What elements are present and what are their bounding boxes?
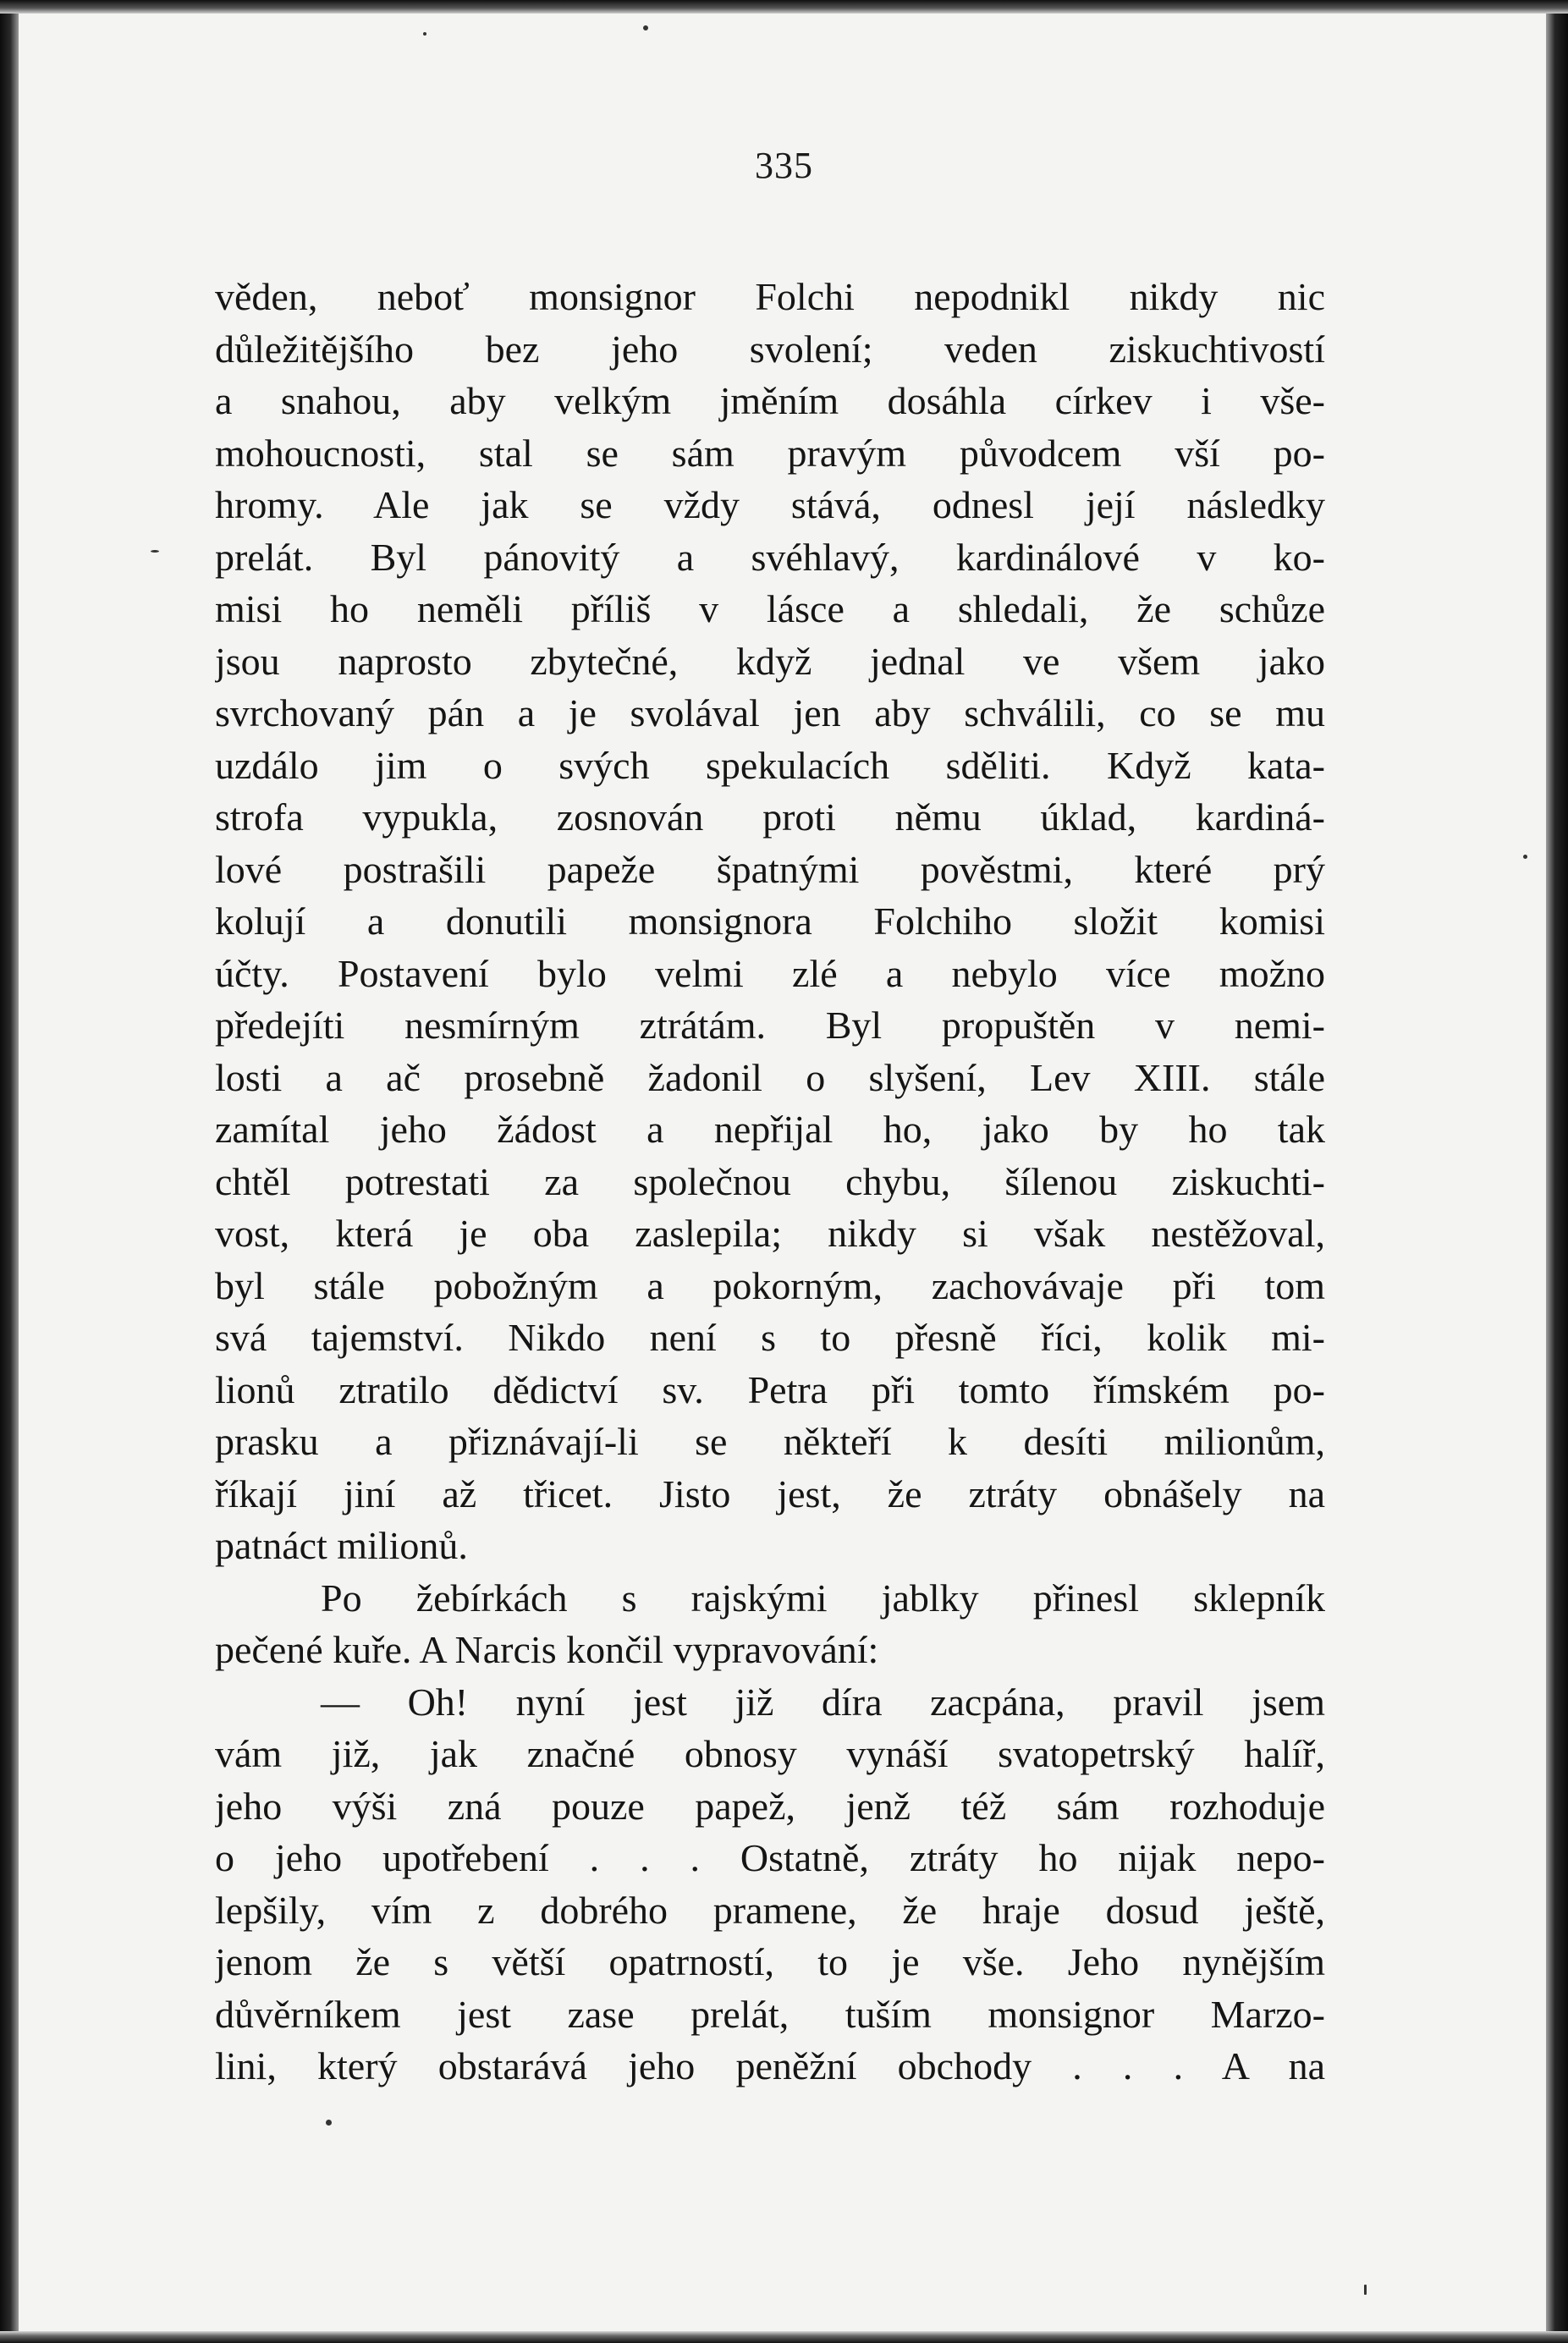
text-line: prasku a přiznávají-li se někteří k desíti milionům,	[215, 1420, 1325, 1463]
text-line: lové postrašili papeže špatnými pověstmi, které prý	[215, 847, 1325, 891]
scan-speck	[326, 2120, 332, 2126]
text-line: pečené kuře. A Narcis končil vypravování:	[215, 1628, 879, 1671]
scan-speck	[1364, 2285, 1367, 2295]
text-line: chtěl potrestati za společnou chybu, šílenou ziskuchti-	[215, 1159, 1325, 1203]
scan-shadow-left	[0, 0, 19, 2343]
scan-shadow-bottom	[0, 2331, 1568, 2343]
text-line: předejíti nesmírným ztrátám. Byl propuštěn v nemi-	[215, 1004, 1325, 1047]
text-line: zamítal jeho žádost a nepřijal ho, jako by ho tak	[215, 1108, 1325, 1151]
text-line: lepšily, vím z dobrého pramene, že hraje dosud ještě,	[215, 1888, 1325, 1932]
text-line: jsou naprosto zbytečné, když jednal ve všem jako	[215, 639, 1325, 683]
scan-speck	[151, 550, 159, 553]
text-line: — Oh! nyní jest již díra zacpána, pravil jsem	[321, 1680, 1325, 1724]
text-line: lionů ztratilo dědictví sv. Petra při tomto římském po-	[215, 1367, 1325, 1411]
page-number: 335	[755, 145, 813, 186]
text-line: hromy. Ale jak se vždy stává, odnesl její následky	[215, 483, 1325, 526]
text-line: uzdálo jim o svých spekulacích sděliti. Když kata-	[215, 743, 1325, 787]
text-line: o jeho upotřebení . . . Ostatně, ztráty ho nijak nepo-	[215, 1836, 1325, 1879]
scan-speck	[643, 25, 648, 30]
text-line: patnáct milionů.	[215, 1524, 468, 1567]
text-line: svrchovaný pán a je svolával jen aby schválili, co se mu	[215, 691, 1325, 734]
text-line: mohoucnosti, stal se sám pravým původcem vší po-	[215, 431, 1325, 475]
text-line: důležitějšího bez jeho svolení; veden ziskuchtivostí	[215, 327, 1325, 371]
text-line: říkají jiní až třicet. Jisto jest, že ztráty obnášely na	[215, 1471, 1325, 1515]
text-line: losti a ač prosebně žadonil o slyšení, Lev XIII. stále	[215, 1055, 1325, 1099]
body-text	[215, 271, 1325, 2093]
text-line: vost, která je oba zaslepila; nikdy si však nestěžoval,	[215, 1212, 1325, 1255]
text-line: věden, neboť monsignor Folchi nepodnikl nikdy nic	[215, 275, 1325, 318]
scan-speck	[423, 32, 426, 36]
text-line: a snahou, aby velkým jměním dosáhla církev i vše-	[215, 379, 1325, 422]
scan-speck	[1523, 855, 1527, 859]
text-line: vám již, jak značné obnosy vynáší svatopetrský halíř,	[215, 1732, 1325, 1775]
text-line: misi ho neměli příliš v lásce a shledali, že schůze	[215, 587, 1325, 630]
text-line: strofa vypukla, zosnován proti němu úklad, kardiná-	[215, 795, 1325, 839]
text-line: Po žebírkách s rajskými jablky přinesl sklepník	[321, 1576, 1325, 1620]
text-line: důvěrníkem jest zase prelát, tuším monsignor Marzo-	[215, 1992, 1325, 2036]
text-line: účty. Postavení bylo velmi zlé a nebylo více možno	[215, 951, 1325, 995]
text-line: lini, který obstarává jeho peněžní obchody . . . A na	[215, 2044, 1325, 2087]
scan-shadow-right	[1546, 0, 1568, 2343]
text-line: svá tajemství. Nikdo není s to přesně říci, kolik mi-	[215, 1316, 1325, 1359]
scan-shadow-top	[0, 0, 1568, 14]
text-line: kolují a donutili monsignora Folchiho složit komisi	[215, 899, 1325, 943]
text-line: byl stále pobožným a pokorným, zachovávaje při tom	[215, 1263, 1325, 1307]
text-line: jenom že s větší opatrností, to je vše. Jeho nynějším	[215, 1940, 1325, 1983]
text-line: jeho výši zná pouze papež, jenž též sám rozhoduje	[215, 1784, 1325, 1828]
text-line: prelát. Byl pánovitý a svéhlavý, kardinálové v ko-	[215, 535, 1325, 579]
